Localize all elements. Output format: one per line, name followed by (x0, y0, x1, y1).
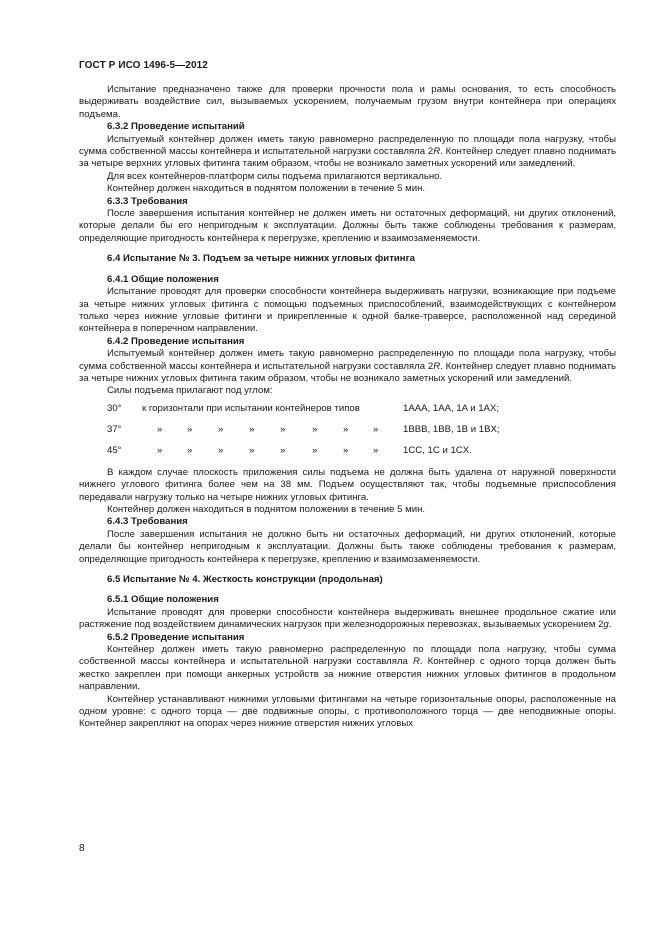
ditto-mark: » (373, 444, 379, 456)
ditto-mark: » (218, 423, 224, 435)
italic-symbol: R (433, 146, 441, 158)
italic-symbol: g (603, 619, 609, 631)
paragraph-6-4-2-b: Силы подъема прилагают под углом: (107, 385, 273, 397)
ditto-mark: » (218, 444, 224, 456)
paragraph-6-4-2-a (79, 348, 616, 385)
angle-row-37 (79, 421, 616, 442)
angle-row-30 (79, 400, 616, 421)
paragraph-6-3-2-a (79, 134, 616, 171)
ditto-mark: » (249, 444, 255, 456)
ditto-mark: » (157, 444, 163, 456)
ditto-mark: » (187, 423, 193, 435)
heading-6-4-2: 6.4.2 Проведение испытания (107, 335, 245, 347)
paragraph-6-3-2-b: Для всех контейнеров-платформ силы подъема прилагаются вертикально. (107, 170, 443, 182)
heading-6-5-1: 6.5.1 Общие положения (107, 594, 219, 606)
paragraph-6-5-2-a (79, 644, 616, 694)
angle-value: 30° (107, 402, 122, 414)
text-part: Испытуемый контейнер должен иметь такую равномерно распределенную по площади пола нагрузку, чтобы сумма собственной массы контейнера и испытательной нагрузки составляла 2 (79, 133, 616, 158)
container-types: 1CC, 1C и 1CX. (403, 444, 472, 456)
paragraph-intro: Испытание предназначено также для проверки прочности пола и рамы основания, то есть способность выдерживать воздействие сил, вызываемых ускорением, получаемым грузом внутри контейнера при операциях подъема. (79, 84, 616, 120)
italic-symbol: R (412, 656, 420, 668)
container-types: 1BBB, 1BB, 1B и 1BX; (403, 423, 500, 435)
standard-header: ГОСТ Р ИСО 1496-5—2012 (79, 60, 208, 71)
text-part: . Контейнер следует плавно поднимать за четыре верхних угловых фитинга таким образом, чтобы не возникало заметных ускорений или замедлений. (79, 146, 616, 170)
italic-symbol: R (433, 360, 441, 372)
heading-6-3-3: 6.3.3 Требования (107, 195, 188, 207)
heading-6-5-2: 6.5.2 Проведение испытания (107, 631, 245, 643)
ditto-mark: » (312, 444, 318, 456)
ditto-mark: » (343, 423, 349, 435)
angle-table (79, 400, 616, 463)
page-content (79, 84, 616, 731)
paragraph-6-4-2-c: В каждом случае плоскость приложения силы подъема не должна быть удалена от наружной поверхности нижнего углового фитинга более чем на 38 мм. Подъем осуществляют так, чтобы подъемные приспособления передавали нагрузку только на четыре нижних угловых фитинга. (79, 466, 616, 503)
ditto-mark: » (373, 423, 379, 435)
angle-value: 45° (107, 444, 122, 456)
paragraph-6-5-2-b: Контейнер устанавливают нижними угловыми фитингами на четыре горизонтальные опоры, расположенные на одном уровне: с одного торца — две подвижные опоры, с противоположного торца — две неподвижные опоры. Контейнер закрепляют на опорах через нижние отверстия нижних угловых (79, 693, 616, 730)
angle-value: 37° (107, 423, 122, 435)
angle-description: к горизонтали при испытании контейнеров типов (142, 402, 360, 414)
text-part: . Контейнер следует плавно поднимать за четыре нижних угловых фитинга таким образом, чтобы не возникало заметных ускорений или замедлений. (79, 360, 616, 384)
ditto-mark: » (280, 423, 286, 435)
ditto-mark: » (312, 423, 318, 435)
heading-6-4: 6.4 Испытание № 3. Подъем за четыре нижних угловых фитинга (107, 253, 415, 265)
page-number: 8 (79, 843, 85, 854)
paragraph-6-4-3: После завершения испытания не должно быть ни остаточных деформаций, ни других отклонений, которые делали бы контейнер непригодным к эксплуатации. Должны быть также соблюдены требования к размерам, определяющие пригодность контейнера к перегрузке, креплению и взаимозаменяемости. (79, 528, 616, 565)
ditto-mark: » (249, 423, 255, 435)
text-part: Контейнер должен иметь такую равномерно распределенную по площади пола нагрузку, чтобы сумма собственной массы контейнера и испытательной нагрузки составляла (79, 644, 616, 668)
heading-6-4-3: 6.4.3 Требования (107, 516, 188, 528)
ditto-mark: » (157, 423, 163, 435)
angle-row-45 (79, 442, 616, 463)
paragraph-6-3-3: После завершения испытания контейнер не должен иметь ни остаточных деформаций, ни других отклонений, которые делали бы его непригодным к эксплуатации. Должны быть также соблюдены требования к размерам, определяющие пригодность контейнера к перегрузке, креплению и взаимозаменяемости. (79, 208, 616, 244)
paragraph-6-5-1 (79, 607, 616, 632)
text-part: . Контейнер с одного торца должен быть жестко закреплен при помощи анкерных устройств за нижние отверстия нижних угловых фитингов в продольном направлении. (79, 656, 616, 693)
heading-6-3-2: 6.3.2 Проведение испытаний (107, 121, 245, 133)
text-part: Испытание проводят для проверки способности контейнера выдерживать внешнее продольное сжатие или растяжение под воздействием динамических нагрузок при железнодорожных перевозках, вызываемых ускорением 2 (79, 606, 616, 631)
paragraph-6-4-2-d: Контейнер должен находиться в поднятом положении в течение 5 мин. (107, 503, 426, 515)
ditto-mark: » (187, 444, 193, 456)
text-part: . (608, 619, 612, 631)
paragraph-6-3-2-c: Контейнер должен находиться в поднятом положении в течение 5 мин. (107, 183, 426, 195)
paragraph-6-4-1: Испытание проводят для проверки способности контейнера выдерживать нагрузки, возникающие при подъеме за четыре нижних угловых фитинга с помощью подъемных приспособлений, взаимодействующих с контейнером только через нижние угловые фитинги и прикрепленные к одной балке-траверсе, расположенной над серединой контейнера в поперечном направлении. (79, 286, 616, 335)
container-types: 1AAA, 1AA, 1A и 1AX; (403, 402, 500, 414)
ditto-mark: » (280, 444, 286, 456)
text-part: Испытуемый контейнер должен иметь такую равномерно распределенную по площади пола нагрузку, чтобы сумма собственной массы контейнера и испытательной нагрузки составляла 2 (79, 348, 616, 372)
heading-6-5: 6.5 Испытание № 4. Жесткость конструкции (продольная) (107, 574, 383, 585)
heading-6-4-1: 6.4.1 Общие положения (107, 273, 219, 285)
ditto-mark: » (343, 444, 349, 456)
